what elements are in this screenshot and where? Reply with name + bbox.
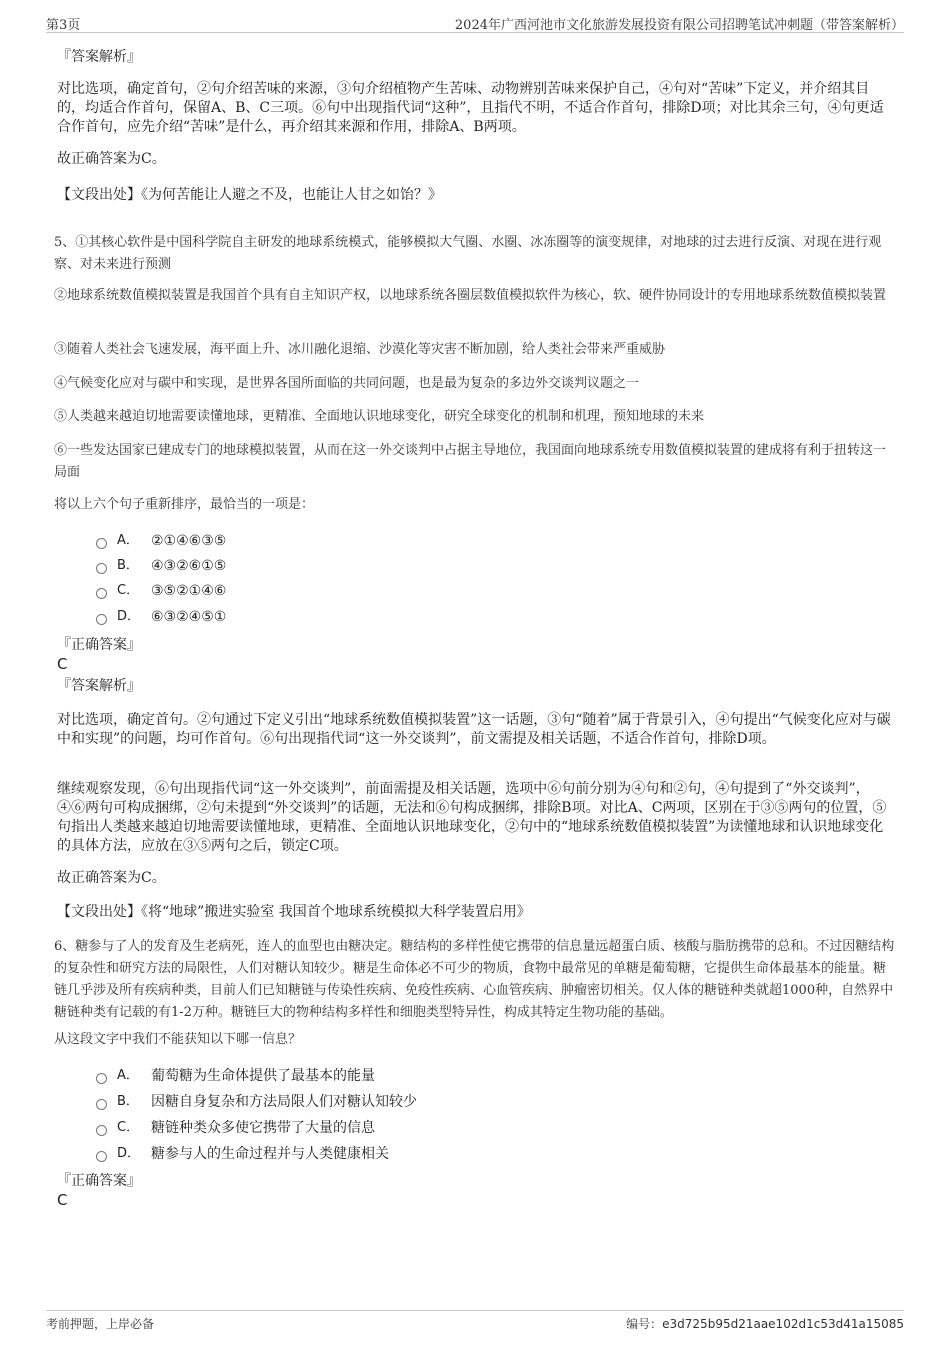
- radio-button-icon[interactable]: [96, 588, 107, 599]
- q6-passage: 6、糖参与了人的发育及生老病死，连人的血型也由糖决定。糖结构的多样性使它携带的信息量远超蛋白质、核酸与脂肪携带的总和。不过因糖结构的复杂性和研究方法的局限性，人们对糖认知较少。糖是生命体必不可少的物质，食物中最常见的单糖是葡萄糖，它提供生命体最基本的能量。糖链几乎涉及所有疾病种类，目前人们已知糖链与传染性疾病、免疫性疾病、心血管疾病、肿瘤密切相关。仅人体的糖链种类就超1000种，自然界中糖链种类有记载的有1-2万种。糖链巨大的物种结构多样性和细胞类型特异性，构成其特定生物功能的基础。: [54, 939, 895, 1020]
- q4-analysis-heading: 『答案解析』: [57, 49, 141, 65]
- option-label: C．: [117, 583, 140, 598]
- q6-answer: C: [57, 1191, 68, 1209]
- q5-option-b[interactable]: [96, 556, 226, 576]
- radio-button-icon[interactable]: [96, 1073, 107, 1084]
- page-header: [46, 12, 904, 33]
- radio-button-icon[interactable]: [96, 538, 107, 549]
- q5-conclusion: 故正确答案为C。: [57, 870, 166, 886]
- option-label: A．: [117, 533, 139, 548]
- option-text: ②①④⑥③⑤: [151, 533, 227, 549]
- q5-sentence-1: 5、①其核心软件是中国科学院自主研发的地球系统模式，能够模拟大气圈、水圈、冰冻圈等的演变规律，对地球的过去进行反演、对现在进行观察、对未来进行预测: [54, 235, 882, 272]
- q5-answer: C: [57, 655, 68, 673]
- q6-answer-heading: 『正确答案』: [57, 1173, 141, 1189]
- q4-conclusion: 故正确答案为C。: [57, 151, 166, 167]
- option-label: A．: [117, 1068, 139, 1083]
- option-text: 糖参与人的生命过程并与人类健康相关: [151, 1146, 389, 1162]
- q5-analysis-paragraph-2: 继续观察发现，⑥句出现指代词“这一外交谈判”，前面需提及相关话题，选项中⑥句前分别为④句和②句，④句提到了“外交谈判”，④⑥两句可构成捆绑，②句未提到“外交谈判”的话题，无法和⑥句构成捆绑，排除B项。对比A、C两项，区别在于③⑤两句的位置，⑤句指出人类越来越迫切地需要读懂地球，更精准、全面地认识地球变化，②句中的“地球系统数值模拟装置”为读懂地球和认识地球变化的具体方法，应放在③⑤两句之后，锁定C项。: [57, 781, 887, 854]
- q5-sentence-5: ⑤人类越来越迫切地需要读懂地球，更精准、全面地认识地球变化，研究全球变化的机制和机理，预知地球的未来: [54, 409, 705, 424]
- page-footer: [46, 1310, 904, 1333]
- option-label: D．: [117, 1146, 141, 1161]
- q6-option-c[interactable]: [96, 1118, 375, 1138]
- footer-serial: [626, 1315, 904, 1332]
- option-label: B．: [117, 1094, 139, 1109]
- q6-option-a[interactable]: [96, 1066, 375, 1086]
- option-text: 糖链种类众多使它携带了大量的信息: [151, 1120, 375, 1136]
- document-title: 2024年广西河池市文化旅游发展投资有限公司招聘笔试冲刺题（带答案解析）: [454, 18, 904, 33]
- q5-option-c[interactable]: [96, 581, 226, 601]
- radio-button-icon[interactable]: [96, 1099, 107, 1110]
- radio-button-icon[interactable]: [96, 563, 107, 574]
- q5-sentence-3: ③随着人类社会飞速发展，海平面上升、冰川融化退缩、沙漠化等灾害不断加剧，给人类社会带来严重威胁: [54, 342, 666, 357]
- q5-analysis-heading: 『答案解析』: [57, 678, 141, 694]
- serial-label: 编号：: [626, 1317, 663, 1331]
- option-label: B．: [117, 558, 139, 573]
- radio-button-icon[interactable]: [96, 614, 107, 625]
- option-label: C．: [117, 1120, 140, 1135]
- q4-source: 【文段出处】《为何苦能让人避之不及，也能让人甘之如饴？》: [57, 187, 442, 203]
- radio-button-icon[interactable]: [96, 1125, 107, 1136]
- q4-analysis-paragraph: 对比选项，确定首句，②句介绍苦味的来源，③句介绍植物产生苦味、动物辨别苦味来保护自己，④句对“苦味”下定义，并介绍其目的，均适合作首句，保留A、B、C三项。⑥句中出现指代词“这种”，且指代不明，不适合作首句，排除D项；对比其余三句，④句更适合作首句，应先介绍“苦味”是什么，再介绍其来源和作用，排除A、B两项。: [57, 81, 884, 135]
- q5-sentence-2: ②地球系统数值模拟装置是我国首个具有自主知识产权，以地球系统各圈层数值模拟软件为核心，软、硬件协同设计的专用地球系统数值模拟装置: [54, 288, 887, 303]
- q5-analysis-paragraph-1: 对比选项，确定首句。②句通过下定义引出“地球系统数值模拟装置”这一话题，③句“随着”属于背景引入，④句提出“气候变化应对与碳中和实现”的问题，均可作首句。⑥句出现指代词“这一外交谈判”，前文需提及相关话题，不适合作首句，排除D项。: [57, 712, 891, 747]
- q6-prompt: 从这段文字中我们不能获知以下哪一信息？: [54, 1032, 302, 1047]
- q5-sentence-6: ⑥一些发达国家已建成专门的地球模拟装置，从而在这一外交谈判中占据主导地位，我国面向地球系统专用数值模拟装置的建成将有利于扭转这一局面: [54, 443, 887, 480]
- option-text: 葡萄糖为生命体提供了最基本的能量: [151, 1068, 375, 1084]
- q6-option-b[interactable]: [96, 1092, 417, 1112]
- q5-answer-heading: 『正确答案』: [57, 637, 141, 653]
- page-number: 第3页: [46, 18, 81, 33]
- option-text: ⑥③②④⑤①: [151, 609, 227, 625]
- option-text: 因糖自身复杂和方法局限人们对糖认知较少: [151, 1094, 417, 1110]
- serial-number: e3d725b95d21aae102d1c53d41a15085: [662, 1317, 904, 1331]
- option-text: ④③②⑥①⑤: [151, 558, 227, 574]
- option-text: ③⑤②①④⑥: [151, 583, 227, 599]
- footer-slogan: 考前押题，上岸必备: [46, 1317, 155, 1331]
- q5-option-a[interactable]: [96, 531, 226, 551]
- q5-option-d[interactable]: [96, 607, 226, 627]
- q5-prompt: 将以上六个句子重新排序，最恰当的一项是：: [54, 497, 315, 512]
- option-label: D．: [117, 609, 141, 624]
- q6-option-d[interactable]: [96, 1144, 389, 1164]
- q5-source: 【文段出处】《将“地球”搬进实验室 我国首个地球系统模拟大科学装置启用》: [57, 904, 531, 920]
- radio-button-icon[interactable]: [96, 1151, 107, 1162]
- q5-sentence-4: ④气候变化应对与碳中和实现，是世界各国所面临的共同问题，也是最为复杂的多边外交谈判议题之一: [54, 376, 640, 391]
